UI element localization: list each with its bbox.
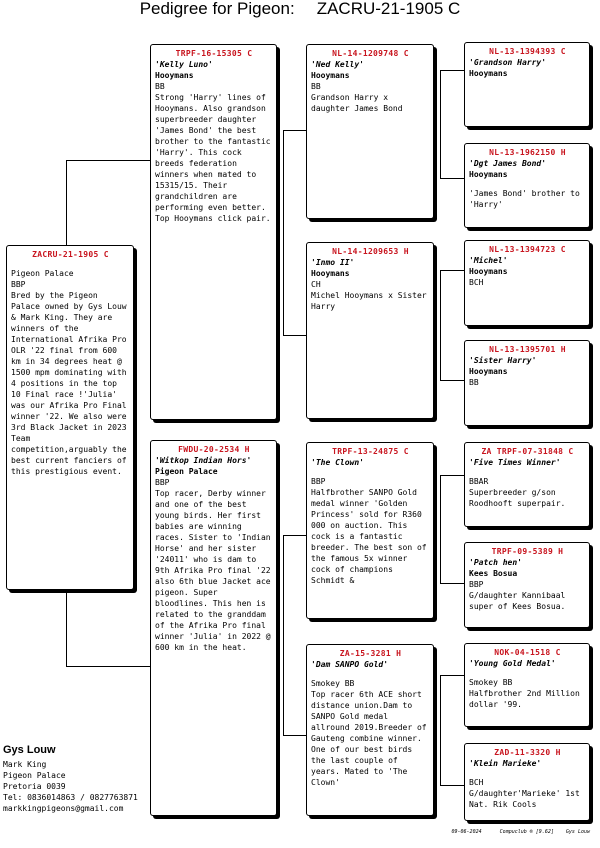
pigeon-name: 'Dgt James Bond': [469, 159, 547, 168]
owner: Hooymans: [469, 367, 508, 376]
owner: Hooymans: [155, 71, 194, 80]
breeder-line: Pretoria 0039: [3, 782, 66, 791]
connector-line: [440, 380, 464, 381]
print-date: 09-06-2024: [451, 829, 482, 835]
pigeon-name: 'Inmo II': [311, 258, 355, 267]
sss-card[interactable]: [464, 42, 590, 127]
title-ring: ZACRU-21-1905 C: [316, 0, 461, 18]
connector-line: [440, 475, 464, 476]
color: BCH: [469, 278, 484, 287]
connector-line: [440, 475, 441, 583]
connector-line: [440, 583, 464, 584]
notes: G/daughter'Marieke' 1st Nat. Rik Cools: [469, 789, 580, 809]
color: CH: [311, 280, 321, 289]
color: BB: [155, 82, 165, 91]
dss-card[interactable]: [464, 442, 590, 527]
pigeon-name: 'Michel': [469, 256, 508, 265]
dds-card[interactable]: [464, 643, 590, 727]
color: BBP: [11, 280, 26, 289]
pigeon-name: 'Sister Harry': [469, 356, 537, 365]
pigeon-name: 'Klein Marieke': [469, 759, 542, 768]
ring-number: NL-13-1394393 C: [489, 47, 566, 56]
connector-line: [440, 785, 464, 786]
ring-number: ZA-15-3281 H: [339, 649, 402, 658]
connector-line: [440, 70, 441, 178]
connector-line: [440, 675, 441, 785]
ring-number: NL-13-1962150 H: [489, 148, 566, 157]
color: BBP: [311, 477, 326, 486]
owner: Hooymans: [469, 69, 508, 78]
dam-dam-card[interactable]: [306, 644, 434, 816]
notes: Strong 'Harry' lines of Hooymans. Also grandson superbreeder daughter 'James Bond' the best brother to the fantastic 'Harry'. This cock breeds federation winners when mated to 15315/15. Their grandchildren are performing even better. Top Hooymans click pair.: [155, 93, 271, 223]
owner: Kees Bosua: [469, 569, 518, 578]
color: BBP: [469, 580, 484, 589]
owner: Hooymans: [469, 267, 508, 276]
sire-sire-card[interactable]: [306, 44, 434, 219]
breeder-email[interactable]: markkingpigeons@gmail.com: [3, 804, 124, 813]
owner: Pigeon Palace: [11, 269, 74, 278]
color: Smokey BB: [311, 679, 355, 688]
connector-line: [440, 178, 464, 179]
connector-line: [66, 160, 150, 161]
owner: Pigeon Palace: [155, 467, 218, 476]
color: BBP: [155, 478, 170, 487]
ring-number: NL-13-1394723 C: [489, 245, 566, 254]
ring-number: ZA TRPF-07-31848 C: [481, 447, 574, 456]
color: Smokey BB: [469, 678, 513, 687]
connector-line: [66, 590, 67, 666]
breeder-tel: Tel: 0836014863 / 0827763871: [3, 793, 138, 802]
notes: Halfbrother SANPO Gold medal winner 'Golden Princess' sold for R360 000 on auction. This cock is a fantastic breeder. The best son of the famous 5x winner cock of champions Schmidt &: [311, 488, 427, 585]
breeder-line: Mark King: [3, 760, 47, 769]
color: BB: [469, 378, 479, 387]
ring-number: TRPF-09-5389 H: [491, 547, 564, 556]
ring-number: NL-13-1395701 H: [489, 345, 566, 354]
connector-line: [283, 130, 284, 335]
notes: Superbreeder g/son Roodhooft superpair.: [469, 488, 566, 508]
title-label: Pedigree for Pigeon:: [139, 0, 295, 18]
footer-user: Gys Louw: [565, 829, 590, 835]
sds-card[interactable]: [464, 240, 590, 326]
pigeon-name: 'Patch hen': [469, 558, 522, 567]
notes: Grandson Harry x daughter James Bond: [311, 93, 403, 113]
ring-number: TRPF-16-15305 C: [175, 49, 253, 58]
ring-number: NL-14-1209748 C: [332, 49, 409, 58]
connector-line: [283, 335, 306, 336]
color: BB: [311, 82, 321, 91]
breeder-info: [3, 743, 138, 814]
pigeon-name: 'Witkop Indian Hors': [155, 456, 252, 465]
ring-number: NL-14-1209653 H: [332, 247, 409, 256]
connector-line: [440, 270, 441, 380]
notes: Top racer 6th ACE short distance union.Dam to SANPO Gold medal allround 2019.Breeder of Gauteng combine winner. One of our best birds the last couple of years. Mated to 'The Clown': [311, 690, 427, 787]
connector-line: [283, 130, 306, 131]
sire-card[interactable]: [150, 44, 277, 420]
ring-number: ZACRU-21-1905 C: [32, 250, 109, 259]
ddd-card[interactable]: [464, 743, 590, 821]
color: BCH: [469, 778, 484, 787]
ring-number: ZAD-11-3320 H: [494, 748, 561, 757]
ssd-card[interactable]: [464, 143, 590, 228]
sire-dam-card[interactable]: [306, 242, 434, 419]
pigeon-name: 'Grandson Harry': [469, 58, 547, 67]
connector-line: [66, 666, 150, 667]
pigeon-name: 'The Clown': [311, 458, 364, 467]
breeder-line: Pigeon Palace: [3, 771, 66, 780]
dsd-card[interactable]: [464, 542, 590, 628]
connector-line: [283, 535, 306, 536]
pigeon-name: 'Young Gold Medal': [469, 659, 556, 668]
connector-line: [440, 270, 464, 271]
sdd-card[interactable]: [464, 340, 590, 426]
main-pigeon-card[interactable]: [6, 245, 134, 590]
pigeon-name: 'Kelly Luno': [155, 60, 213, 69]
owner: Hooymans: [469, 170, 508, 179]
notes: Michel Hooymans x Sister Harry: [311, 291, 427, 311]
connector-line: [440, 675, 464, 676]
notes: G/daughter Kannibaal super of Kees Bosua.: [469, 591, 566, 611]
page-title: [0, 0, 600, 18]
connector-line: [283, 735, 306, 736]
owner: Hooymans: [311, 71, 350, 80]
notes: Halfbrother 2nd Million dollar '99.: [469, 689, 580, 709]
software-name: Compuclub ® [9.62]: [499, 829, 554, 835]
dam-card[interactable]: [150, 440, 277, 816]
breeder-name: Gys Louw: [3, 744, 56, 756]
dam-sire-card[interactable]: [306, 442, 434, 619]
notes: 'James Bond' brother to 'Harry': [469, 189, 580, 209]
notes: Bred by the Pigeon Palace owned by Gys Louw & Mark King. They are winners of the International Afrika Pro OLR '22 final from 600 km in 34 degrees heat @ 1500 mpm dominating with 4 positions in the top 10 Final race !'Julia' was our Afrika Pro Final winner '22. We also were 3rd Black Jacket in 2023 Team competition,arguably the best current fanciers of this prestigious event.: [11, 291, 127, 476]
ring-number: TRPF-13-24875 C: [332, 447, 409, 456]
connector-line: [66, 160, 67, 245]
pigeon-name: 'Ned Kelly': [311, 60, 364, 69]
ring-number: FWDU-20-2534 H: [178, 445, 250, 454]
pigeon-name: 'Dam SANPO Gold': [311, 660, 389, 669]
connector-line: [283, 535, 284, 735]
notes: Top racer, Derby winner and one of the best young birds. Her first babies are winning races. Sister to 'Indian Horse' and her sister '24011' who is dam to 9th Afrika Pro final '22 also 6th blue Jacket ace pigeon. Super bloodlines. This hen is related to the granddam of the Afrika Pro final winner 'Julia' in 2022 @ 600 km in the heat.: [155, 489, 271, 652]
footer: [452, 829, 591, 835]
pigeon-name: 'Five Times Winner': [469, 458, 561, 467]
color: BBAR: [469, 477, 489, 486]
ring-number: NOK-04-1518 C: [494, 648, 561, 657]
owner: Hooymans: [311, 269, 350, 278]
connector-line: [440, 70, 464, 71]
